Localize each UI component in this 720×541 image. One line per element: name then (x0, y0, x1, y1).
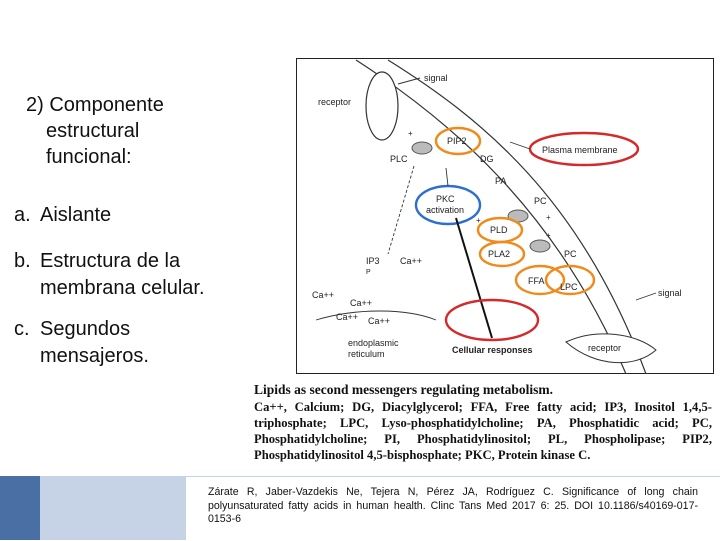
ffa-label: FFA (528, 276, 545, 286)
pip2-label: PIP2 (447, 136, 467, 146)
plus-sign: + (408, 129, 413, 138)
receptor-top-shape (366, 72, 398, 140)
ca-left-2: Ca++ (350, 298, 373, 308)
pc-upper-label: PC (534, 196, 547, 206)
footer-accent-light (40, 476, 186, 540)
list-item (14, 202, 294, 229)
list-marker: b. (14, 250, 31, 272)
caption-title: Lipids as second messengers regulating metabolism. (254, 382, 554, 397)
citation-text: Zárate R, Jaber-Vazdekis Ne, Tejera N, Pérez JA, Rodríguez C. Significance of long chain polyunsaturated fatty acids in human health. Clinc Tans Med 2017 6: 25. DOI 10.1186/s40169-017-0153-6 (208, 486, 698, 525)
plus-sign-3: + (546, 213, 551, 222)
ip3-label: IP3 (366, 256, 380, 266)
list-item-text: Segundos (40, 318, 131, 340)
plc-shape (412, 142, 432, 154)
slide-heading (26, 92, 276, 170)
ca-left-4: Ca++ (368, 316, 391, 326)
heading-line-2: estructural (46, 120, 140, 142)
plus-sign-2: + (476, 216, 481, 225)
dg-label: DG (480, 154, 494, 164)
pa-label: PA (495, 176, 507, 186)
er-label-line1: endoplasmic (348, 338, 399, 348)
heading-line-3: funcional: (46, 146, 132, 168)
pc-lower-label: PC (564, 249, 577, 259)
list-item-text-line2: membrana celular. (40, 277, 205, 299)
ca-left-1: Ca++ (312, 290, 335, 300)
pld-label: PLD (490, 225, 508, 235)
p-label: P (366, 269, 371, 276)
lipid-signaling-diagram (296, 58, 714, 374)
list-item-text-line2: mensajeros. (40, 345, 149, 367)
list-item-text: Aislante (40, 204, 112, 226)
figure-caption (252, 380, 714, 460)
heading-line-1: 2) Componente (26, 94, 164, 116)
plus-sign-4: + (546, 231, 551, 240)
pkc-label-line1: PKC (436, 194, 455, 204)
list-item (14, 316, 294, 370)
receptor-bottom-label: receptor (588, 343, 622, 353)
pkc-label-line2: activation (426, 205, 465, 215)
receptor-top-label: receptor (318, 97, 352, 107)
list-marker: c. (14, 318, 30, 340)
lpc-label: LPC (560, 282, 578, 292)
list-item-text: Estructura de la (40, 250, 181, 272)
ca-left-3: Ca++ (336, 312, 359, 322)
footer-accent (0, 476, 186, 540)
list-item (14, 248, 294, 302)
caption-body: Ca++, Calcium; DG, Diacylglycerol; FFA, Free fatty acid; IP3, Inositol 1,4,5-triphosphate; LPC, Lyso-phosphatidylcholine; PA, Phosphatidic acid; PC, Phosphatidylcholine; PI, Phosphatidylinositol; PL, Phospholipase; PIP2, Phosphatidylinositol 4,5-bisphosphate; PKC, Protein kinase C. (254, 400, 712, 462)
signal-right-label: signal (658, 288, 682, 298)
pla2-label: PLA2 (488, 249, 511, 259)
cellular-responses-label: Cellular responses (452, 345, 533, 355)
plasma-membrane-label: Plasma membrane (542, 145, 618, 155)
er-label-line2: reticulum (348, 349, 385, 359)
pla2-shape (530, 240, 550, 252)
list-marker: a. (14, 204, 31, 226)
plc-label: PLC (390, 154, 408, 164)
diagram-frame (297, 59, 714, 374)
ca-ip3-label: Ca++ (400, 256, 423, 266)
signal-top-label: signal (424, 73, 448, 83)
